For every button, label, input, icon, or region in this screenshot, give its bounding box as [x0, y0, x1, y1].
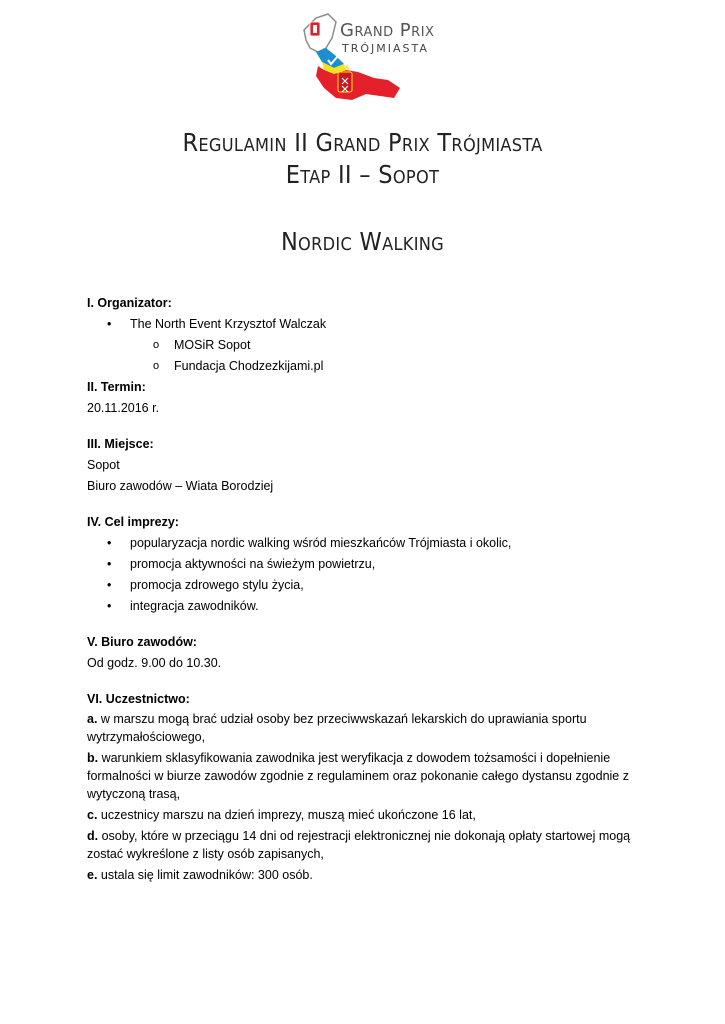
- organizer-sub-list: [87, 335, 647, 377]
- regulation-body: [87, 293, 647, 887]
- rule-letter: e.: [87, 868, 98, 882]
- organizer-sub-item: o Fundacja Chodzezkijami.pl: [87, 356, 647, 377]
- section-heading-term: II. Termin:: [87, 380, 146, 394]
- section-heading-goal: IV. Cel imprezy:: [87, 515, 179, 529]
- document-subtitle: Etap II – Sopot: [285, 160, 440, 189]
- rule-letter: a.: [87, 712, 98, 726]
- logo-subtitle: TRÓJMIASTA: [342, 42, 429, 55]
- participant-rule: [87, 710, 647, 749]
- participant-rule: [87, 866, 647, 887]
- place-line: Biuro zawodów – Wiata Borodziej: [87, 479, 274, 493]
- organizer-main: • The North Event Krzysztof Walczak: [87, 314, 647, 335]
- rule-text: osoby, które w przeciągu 14 dni od rejestracji elektronicznej nie dokonają opłaty startowej mogą zostać wykreślone z listy osób zapisanych,: [87, 829, 631, 861]
- section-heading-place: III. Miejsce:: [87, 437, 154, 451]
- place-line: Sopot: [87, 458, 120, 472]
- rule-text: w marszu mogą brać udział osoby bez przeciwwskazań lekarskich do uprawiania sportu wytrzymałościowego,: [87, 712, 587, 744]
- discipline-title: Nordic Walking: [280, 227, 445, 256]
- goal-item: • promocja zdrowego stylu życia,: [87, 575, 647, 596]
- rule-letter: d.: [87, 829, 99, 843]
- rule-letter: b.: [87, 751, 99, 765]
- organizer-sub-item: o MOSiR Sopot: [87, 335, 647, 356]
- office-value: Od godz. 9.00 do 10.30.: [87, 656, 222, 670]
- participant-rule: [87, 806, 647, 827]
- grand-prix-logo: [296, 8, 436, 104]
- organizer-list: [87, 314, 647, 335]
- goal-item: • promocja aktywności na świeżym powietrzu,: [87, 554, 647, 575]
- rule-text: uczestnicy marszu na dzień imprezy, muszą mieć ukończone 16 lat,: [97, 808, 476, 822]
- goal-item: • popularyzacja nordic walking wśród mieszkańców Trójmiasta i okolic,: [87, 533, 647, 554]
- section-heading-participants: VI. Uczestnictwo:: [87, 692, 190, 706]
- logo-title: Grand Prix: [340, 20, 435, 41]
- goal-list: [87, 533, 647, 617]
- rule-text: warunkiem sklasyfikowania zawodnika jest weryfikacja z dowodem tożsamości i dopełnienie formalności w biurze zawodów zgodnie z regulaminem oraz pokonanie całego dystansu zgodnie z wytyczoną trasą,: [87, 751, 629, 801]
- rule-letter: c.: [87, 808, 98, 822]
- participant-rule: [87, 827, 647, 866]
- rule-text: ustala się limit zawodników: 300 osób.: [97, 868, 313, 882]
- term-value: 20.11.2016 r.: [87, 401, 160, 415]
- goal-item: • integracja zawodników.: [87, 596, 647, 617]
- section-heading-office: V. Biuro zawodów:: [87, 635, 197, 649]
- participant-rule: [87, 749, 647, 806]
- document-title: Regulamin II Grand Prix Trójmiasta: [182, 128, 543, 157]
- section-heading-organizer: I. Organizator:: [87, 296, 172, 310]
